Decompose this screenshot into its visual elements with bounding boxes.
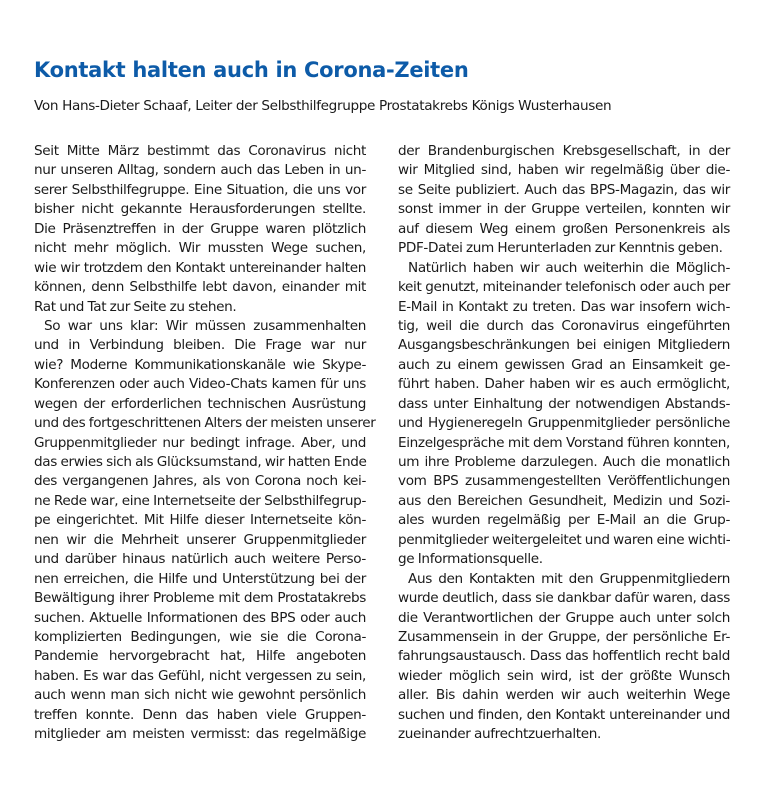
- body-text-line: Seit Mitte März bestimmt das Coronavirus nicht: [34, 143, 366, 159]
- body-text-line: die Verantwortlichen der Gruppe auch unter solch: [398, 609, 730, 626]
- body-text-line: aller. Bis dahin werden wir auch weiterhin Wege: [398, 687, 730, 704]
- body-text-line: vom BPS zusammengestellten Veröffentlichungen: [398, 473, 730, 490]
- body-text-line: tig, weil die durch das Coronavirus eingeführten: [398, 317, 730, 334]
- body-text-line: nicht mehr möglich. Wir mussten Wege suchen,: [34, 240, 366, 257]
- body-text-line: ge Informationsquelle.: [398, 551, 543, 568]
- body-text-line: PDF-Datei zum Herunterladen zur Kenntnis geben.: [398, 240, 723, 257]
- body-text-line: Konferenzen oder auch Video-Chats kamen für uns: [34, 376, 366, 393]
- body-text-line: der Brandenburgischen Krebsgesellschaft, in der: [398, 143, 730, 159]
- left-column: [34, 142, 376, 745]
- article-title: Kontakt halten auch in Corona-Zeiten: [34, 58, 469, 82]
- body-text-line: Aus den Kontakten mit den Gruppenmitgliedern: [408, 570, 730, 587]
- body-text-line: Einzelgespräche mit dem Vorstand führen konnten,: [398, 434, 730, 451]
- body-text-line: auf diesem Weg einem großen Personenkreis als: [398, 220, 730, 237]
- body-text-line: wir Mitglied sind, haben wir regelmäßig über die-: [398, 162, 730, 179]
- body-text-line: treffen konnte. Denn das haben viele Gruppen-: [34, 706, 366, 723]
- body-text-line: und in Verbindung bleiben. Die Frage war nur: [34, 337, 366, 354]
- article-byline: Von Hans-Dieter Schaaf, Leiter der Selbsthilfegruppe Prostatakrebs Königs Wusterhausen: [34, 98, 612, 114]
- body-text-line: Pandemie hervorgebracht hat, Hilfe angeboten: [34, 648, 366, 665]
- body-text-line: pe eingerichtet. Mit Hilfe dieser Internetseite kön-: [34, 512, 366, 529]
- body-text-line: suchen. Aktuelle Informationen des BPS oder auch: [34, 609, 366, 626]
- body-text-line: suchen und finden, den Kontakt untereinander und: [398, 706, 730, 723]
- body-text-line: ne Rede war, eine Internetseite der Selbsthilfegrup-: [34, 492, 366, 509]
- body-text-line: und darüber hinaus natürlich auch weitere Perso-: [34, 551, 366, 568]
- body-text-line: führt haben. Daher haben wir es auch ermöglicht,: [398, 376, 730, 393]
- body-text-line: aus den Bereichen Gesundheit, Medizin und Sozi-: [398, 492, 730, 509]
- body-text-line: mitglieder am meisten vermisst: das regelmäßige: [34, 726, 366, 743]
- body-text-line: bisher nicht gekannte Herausforderungen stellte.: [34, 201, 366, 218]
- body-text-line: Gruppenmitglieder nur bedingt infrage. Aber, und: [34, 434, 366, 451]
- body-text-line: nur unseren Alltag, sondern auch das Leben in un-: [34, 162, 366, 179]
- body-text-line: Zusammensein in der Gruppe, der persönliche Er-: [398, 628, 730, 645]
- body-text-line: auch zu einem gewissen Grad an Einsamkeit ge-: [398, 356, 730, 373]
- body-text-line: nen erreichen, die Hilfe und Unterstützung bei der: [34, 570, 366, 587]
- body-text-line: E-Mail in Kontakt zu treten. Das war insofern wich-: [398, 298, 730, 315]
- body-text-line: zueinander aufrechtzuerhalten.: [398, 726, 601, 743]
- body-text-line: dass unter Einhaltung der notwendigen Abstands-: [398, 395, 730, 412]
- body-text-line: penmitglieder weitergeleitet und waren eine wichti-: [398, 531, 731, 548]
- body-text-line: So war uns klar: Wir müssen zusammenhalten: [44, 317, 366, 334]
- body-text-line: wieder möglich sein wird, ist der größte Wunsch: [398, 667, 730, 684]
- body-text-line: wie wir trotzdem den Kontakt untereinander halten: [34, 259, 366, 276]
- body-text-line: fahrungsaustausch. Dass das hoffentlich recht bald: [398, 648, 730, 665]
- body-text-line: können, denn Selbsthilfe lebt davon, einander mit: [34, 279, 366, 296]
- body-text-line: haben. Es war das Gefühl, nicht vergessen zu sein,: [34, 667, 366, 684]
- body-text-line: Bewältigung ihrer Probleme mit dem Prostatakrebs: [34, 590, 366, 607]
- body-text-line: wegen der erforderlichen technischen Ausrüstung: [34, 395, 366, 412]
- body-text-line: wie? Moderne Kommunikationskanäle wie Skype-: [34, 356, 366, 373]
- body-text-line: und des fortgeschrittenen Alters der meisten unserer: [34, 415, 376, 432]
- body-text-line: Natürlich haben wir auch weiterhin die Möglich-: [408, 259, 730, 276]
- body-text-line: sonst immer in der Gruppe verteilen, konnten wir: [398, 201, 730, 218]
- body-text-line: auch wenn man sich nicht wie gewohnt persönlich: [34, 687, 366, 704]
- right-column: [398, 142, 730, 745]
- body-text-line: und Hygieneregeln Gruppenmitglieder persönliche: [398, 415, 730, 432]
- body-text-line: nen wir die Mehrheit unserer Gruppenmitglieder: [34, 531, 366, 548]
- body-text-line: um ihre Probleme darzulegen. Auch die monatlich: [398, 454, 730, 470]
- body-text-line: serer Selbsthilfegruppe. Eine Situation, die uns vor: [34, 181, 366, 198]
- body-text-line: ales wurden regelmäßig per E-Mail an die Grup-: [398, 512, 730, 529]
- body-text-line: Rat und Tat zur Seite zu stehen.: [34, 298, 237, 315]
- body-text-line: Die Präsenztreffen in der Gruppe waren plötzlich: [34, 220, 366, 237]
- body-text-line: des vergangenen Jahres, als von Corona noch kei-: [34, 473, 366, 490]
- body-text-line: Ausgangsbeschränkungen bei einigen Mitgliedern: [398, 337, 730, 354]
- body-text-line: komplizierten Bedingungen, wie sie die Corona-: [34, 628, 366, 645]
- body-text-line: keit genutzt, miteinander telefonisch oder auch per: [398, 279, 730, 296]
- body-text-line: wurde deutlich, dass sie dankbar dafür waren, dass: [398, 590, 730, 607]
- body-text-line: das erwies sich als Glücksumstand, wir hatten Ende: [34, 454, 367, 470]
- body-text-line: se Seite publiziert. Auch das BPS-Magazin, das wir: [398, 181, 730, 198]
